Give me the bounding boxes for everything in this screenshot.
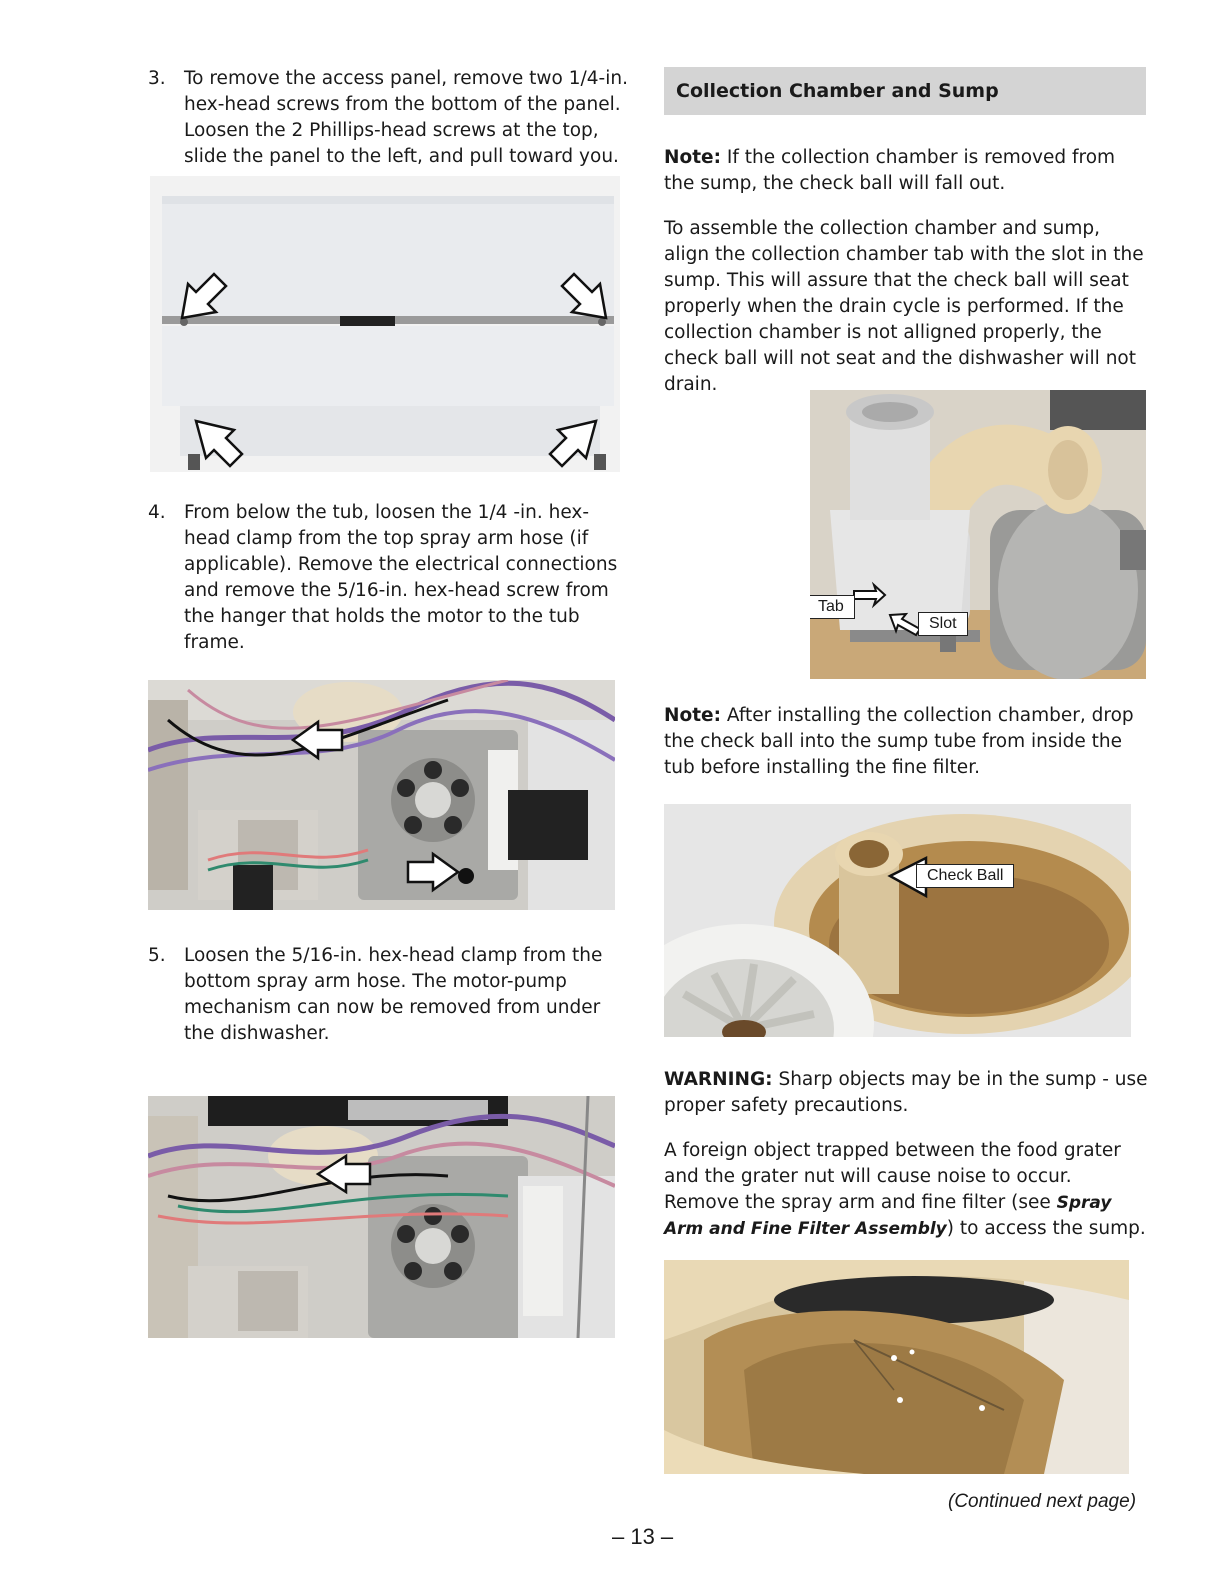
tab-callout: Tab <box>810 595 855 619</box>
collection-chamber-photo <box>810 390 1146 679</box>
note-install <box>664 703 1149 781</box>
note-label: Note: <box>664 705 721 726</box>
step-text: From below the tub, loosen the 1/4 -in. hex-head clamp from the top spray arm hose (if applicable). Remove the electrical connections and remove the 5/16-in. hex-head screw from the hanger that holds the motor to the tub frame. <box>184 502 618 653</box>
note-check-ball <box>664 145 1149 197</box>
assemble-paragraph: To assemble the collection chamber and sump, align the collection chamber tab with the slot in the sump. This will assure that the check ball will seat properly when the drain cycle is performed. If the collection chamber is not alligned properly, the check ball will not seat and the dishwasher will not drain. <box>664 218 1144 395</box>
step-number: 3. <box>148 68 166 89</box>
motor-electrical-photo <box>148 680 615 910</box>
note-label: Note: <box>664 147 721 168</box>
warning-text: Sharp objects may be in the sump - use proper safety precautions. <box>664 1069 1148 1116</box>
continued-note: (Continued next page) <box>948 1491 1137 1512</box>
spray-arm-reference: Spray Arm and Fine Filter Assembly <box>664 1193 1112 1239</box>
section-heading: Collection Chamber and Sump <box>664 67 1146 115</box>
step-text: To remove the access panel, remove two 1/4-in. hex-head screws from the bottom of the panel. Loosen the 2 Phillips-head screws at the top, slide the panel to the left, and pull toward you. <box>184 68 628 167</box>
warning-paragraph <box>664 1067 1149 1119</box>
step-number: 4. <box>148 502 166 523</box>
step-text: Loosen the 5/16-in. hex-head clamp from the bottom spray arm hose. The motor-pump mechanism can now be removed from under the dishwasher. <box>184 945 603 1044</box>
step-5 <box>148 943 628 1047</box>
warning-label: WARNING: <box>664 1069 773 1090</box>
check-ball-callout: Check Ball <box>916 864 1014 888</box>
slot-callout: Slot <box>918 612 968 636</box>
access-panel-photo <box>150 176 620 472</box>
note-text: After installing the collection chamber, drop the check ball into the sump tube from inside the tub before installing the fine filter. <box>664 705 1134 778</box>
motor-pump-clamp-photo <box>148 1096 615 1338</box>
foreign-object-paragraph <box>664 1138 1149 1242</box>
step-number: 5. <box>148 945 166 966</box>
foreign-object-text: A foreign object trapped between the food grater and the grater nut will cause noise to occur. Remove the spray arm and fine filter (see <box>664 1140 1121 1213</box>
note-text: If the collection chamber is removed from the sump, the check ball will fall out. <box>664 147 1116 194</box>
foreign-object-text-end: ) to access the sump. <box>946 1218 1146 1239</box>
sump-photo <box>664 1260 1129 1474</box>
page-number: – 13 – <box>612 1524 674 1549</box>
step-3 <box>148 66 628 170</box>
step-4 <box>148 500 628 656</box>
check-ball-photo <box>664 804 1131 1037</box>
